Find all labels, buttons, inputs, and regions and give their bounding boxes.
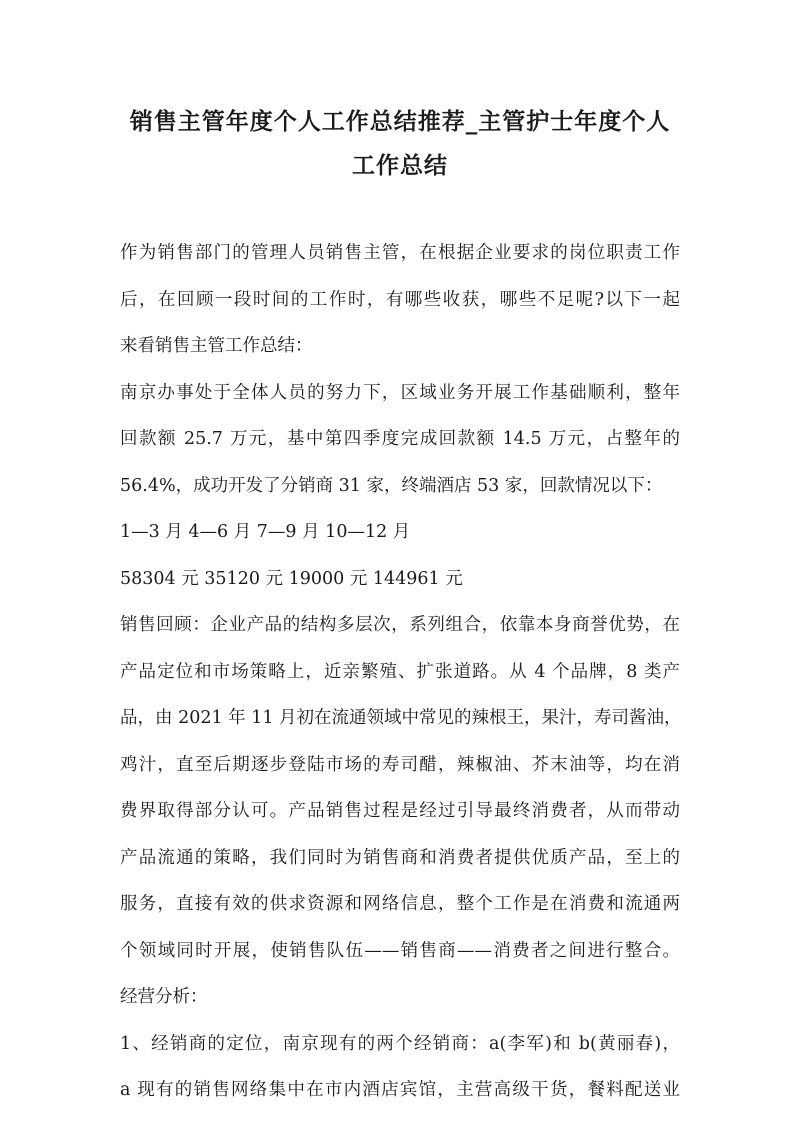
text-line: 后，在回顾一段时间的工作时，有哪些收获，哪些不足呢?以下一起	[120, 289, 680, 310]
text-line: 品，由 2021 年 11 月初在流通领域中常见的辣根王，果汁，寿司酱油，	[120, 708, 682, 728]
text-line: 产品流通的策略，我们同时为销售商和消费者提供优质产品，至上的	[120, 847, 680, 868]
text-line: 费界取得部分认可。产品销售过程是经过引导最终消费者，从而带动	[120, 801, 680, 821]
text-line: 作为销售部门的管理人员销售主管，在根据企业要求的岗位职责工作	[120, 243, 680, 263]
text-line: 经营分析：	[120, 987, 208, 1007]
text-line: 个领域同时开展，使销售队伍——销售商——消费者之间进行整合。	[120, 940, 680, 961]
text-line: 回款额 25.7 万元，基中第四季度完成回款额 14.5 万元，占整年的	[120, 429, 680, 449]
text-line: 产品定位和市场策略上，近亲繁殖、扩张道路。从 4 个品牌，8 类产	[120, 661, 680, 682]
text-line: 服务，直接有效的供求资源和网络信息，整个工作是在消费和流通两	[120, 894, 680, 914]
document-body	[120, 230, 680, 1114]
text-line: 56.4%，成功开发了分销商 31 家，终端酒店 53 家，回款情况以下：	[120, 475, 663, 496]
title-line-1: 销售主管年度个人工作总结推荐_主管护士年度个人	[129, 108, 671, 135]
paragraph-summary	[120, 370, 680, 510]
paragraph-intro	[120, 230, 680, 370]
text-line: 南京办事处于全体人员的努力下，区域业务开展工作基础顺利，整年	[120, 382, 680, 403]
document-title	[110, 100, 690, 188]
paragraph-analysis-heading	[120, 974, 680, 1021]
paragraph-distributors	[120, 1021, 680, 1114]
title-line-2: 工作总结	[352, 152, 448, 179]
text-line: 1、经销商的定位，南京现有的两个经销商：a(李军)和 b(黄丽春)，	[120, 1033, 680, 1054]
paragraph-months	[120, 509, 680, 556]
text-line: a 现有的销售网络集中在市内酒店宾馆，主营高级干货，餐料配送业	[120, 1080, 680, 1100]
text-line: 鸡汁，直至后期逐步登陆市场的寿司醋，辣椒油、芥末油等，均在消	[120, 754, 680, 775]
text-line: 58304 元 35120 元 19000 元 144961 元	[120, 568, 463, 589]
text-line: 销售回顾：企业产品的结构多层次，系列组合，依靠本身商誉优势，在	[120, 615, 680, 635]
text-line: 来看销售主管工作总结：	[120, 336, 313, 356]
paragraph-amounts	[120, 556, 680, 603]
text-line: 1—3 月 4—6 月 7—9 月 10—12 月	[120, 522, 411, 542]
paragraph-sales-review	[120, 602, 680, 974]
